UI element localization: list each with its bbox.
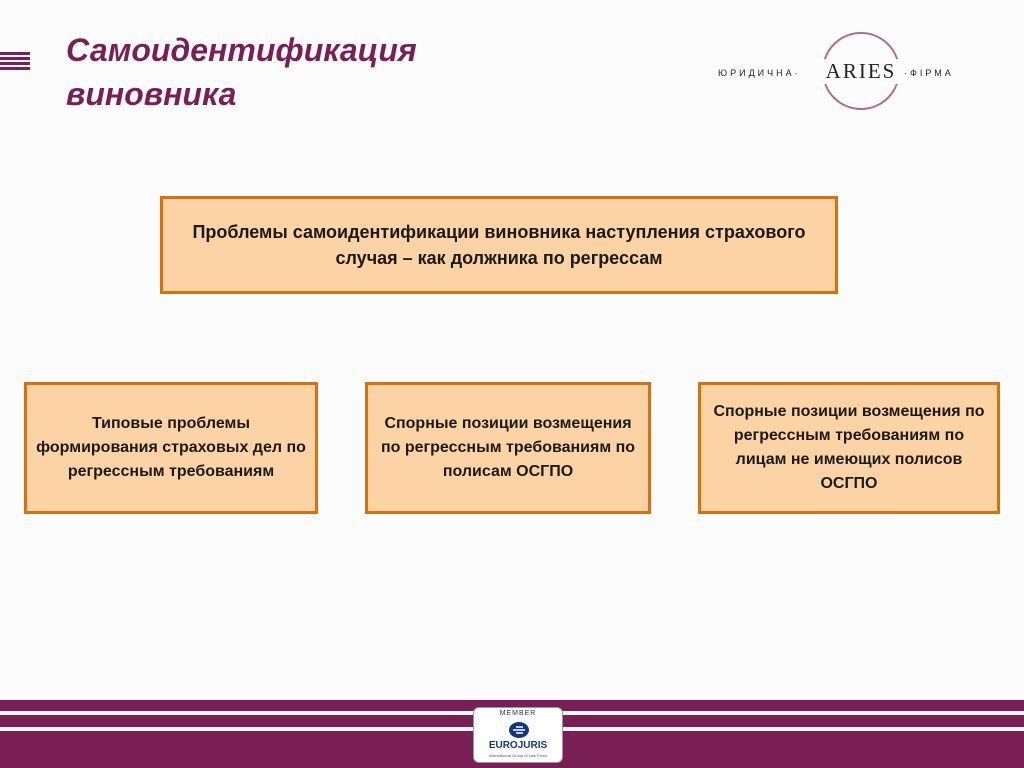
child-box-1 — [24, 382, 318, 514]
page-title: Самоидентификация виновника — [66, 32, 417, 112]
eurojuris-emblem-icon — [508, 721, 530, 739]
logo-right-word: ·ФІРМА — [904, 68, 954, 78]
aries-logo — [716, 30, 976, 112]
root-box — [160, 196, 838, 294]
badge-name: EUROJURIS — [488, 740, 548, 751]
root-box-text: Проблемы самоидентификации виновника наступления страхового случая – как должника по регрессам — [192, 222, 806, 268]
eurojuris-badge — [473, 707, 563, 763]
child-box-2-text: Спорные позиции возмещения по регрессным требованиям по полисам ОСГПО — [380, 415, 636, 480]
child-box-3-text: Спорные позиции возмещения по регрессным требованиям по лицам не имеющих полисов ОСГПО — [713, 403, 985, 492]
child-box-1-text: Типовые проблемы формирования страховых дел по регрессным требованиям — [36, 415, 306, 480]
logo-left-word: ЮРИДИЧНА· — [718, 68, 801, 78]
child-box-2 — [365, 382, 651, 514]
side-stripes — [0, 52, 30, 72]
child-box-3 — [698, 382, 1000, 514]
badge-tagline: International Group of Law Firms — [488, 753, 548, 758]
badge-member-label: MEMBER — [499, 710, 537, 717]
logo-brand: ARIES — [820, 59, 902, 84]
